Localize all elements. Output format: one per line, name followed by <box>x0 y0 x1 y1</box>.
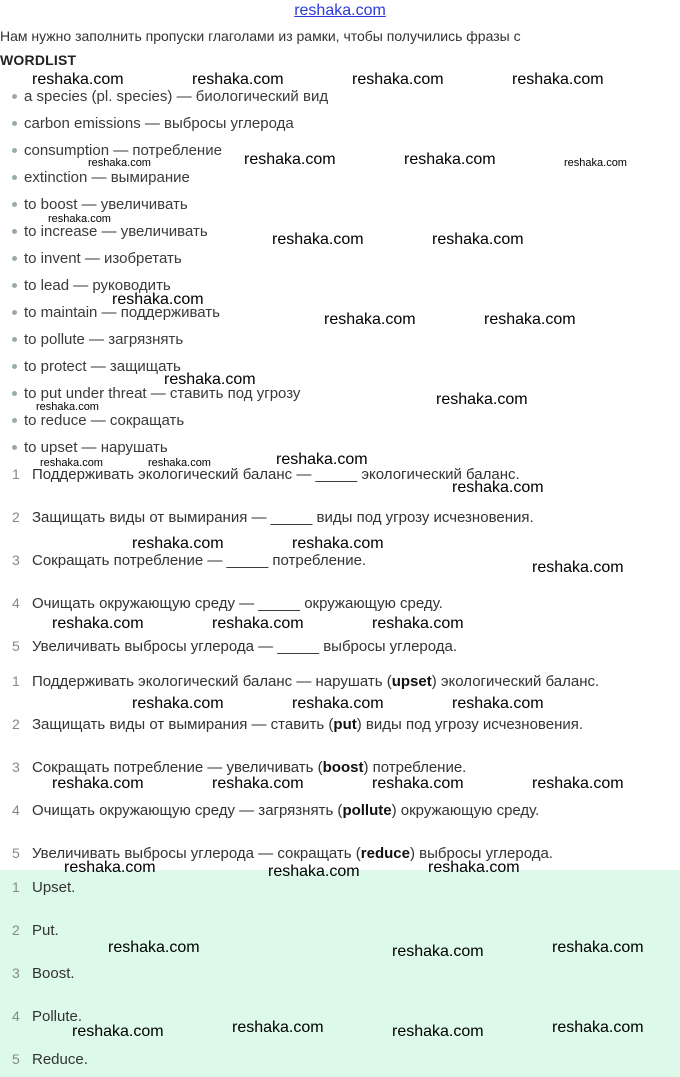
wordlist-item: extinction — вымирание <box>12 169 190 186</box>
bullet-icon <box>12 256 17 261</box>
bullet-icon <box>12 283 17 288</box>
bullet-icon <box>12 229 17 234</box>
wordlist-item: to maintain — поддерживать <box>12 304 220 321</box>
bullet-icon <box>12 310 17 315</box>
wordlist-item: to lead — руководить <box>12 277 171 294</box>
solution-item: 3 Сокращать потребление — увеличивать (boost) потребление. <box>12 759 467 776</box>
bullet-icon <box>12 175 17 180</box>
watermark: reshaka.com <box>148 457 211 469</box>
watermark: reshaka.com <box>324 311 416 328</box>
task-intro: Нам нужно заполнить пропуски глаголами из рамки, чтобы получились фразы с <box>0 28 521 44</box>
wordlist-item: to boost — увеличивать <box>12 196 188 213</box>
gap-item: 2 Защищать виды от вымирания — _____ виды под угрозу исчезновения. <box>12 509 534 526</box>
wordlist-item: carbon emissions — выбросы углерода <box>12 115 294 132</box>
watermark: reshaka.com <box>452 479 544 496</box>
watermark: reshaka.com <box>552 939 644 956</box>
gap-item: 5 Увеличивать выбросы углерода — _____ выбросы углерода. <box>12 638 458 655</box>
watermark: reshaka.com <box>432 231 524 248</box>
bullet-icon <box>12 337 17 342</box>
watermark: reshaka.com <box>272 231 364 248</box>
watermark: reshaka.com <box>52 775 144 792</box>
bullet-icon <box>12 94 17 99</box>
wordlist-item: to increase — увеличивать <box>12 223 208 240</box>
watermark: reshaka.com <box>404 151 496 168</box>
watermark: reshaka.com <box>392 1023 484 1040</box>
solution-item: 2 Защищать виды от вымирания — ставить (put) виды под угрозу исчезновения. <box>12 716 584 733</box>
gap-item: 4 Очищать окружающую среду — _____ окружающую среду. <box>12 595 443 612</box>
solution-item: 4 Очищать окружающую среду — загрязнять (pollute) окружающую среду. <box>12 802 540 819</box>
watermark: reshaka.com <box>372 615 464 632</box>
bullet-icon <box>12 418 17 423</box>
watermark: reshaka.com <box>268 863 360 880</box>
bullet-icon <box>12 364 17 369</box>
watermark: reshaka.com <box>64 859 156 876</box>
watermark: reshaka.com <box>132 695 224 712</box>
bullet-icon <box>12 121 17 126</box>
watermark: reshaka.com <box>212 775 304 792</box>
bullet-icon <box>12 148 17 153</box>
watermark: reshaka.com <box>352 71 444 88</box>
watermark: reshaka.com <box>244 151 336 168</box>
watermark: reshaka.com <box>276 451 368 468</box>
solution-item: 1 Поддерживать экологический баланс — нарушать (upset) экологический баланс. <box>12 673 600 690</box>
wordlist-item: to pollute — загрязнять <box>12 331 183 348</box>
bullet-icon <box>12 202 17 207</box>
watermark: reshaka.com <box>532 559 624 576</box>
site-title-link[interactable]: reshaka.com <box>294 2 386 19</box>
gap-item: 1 Поддерживать экологический баланс — _____ экологический баланс. <box>12 466 520 483</box>
watermark: reshaka.com <box>48 213 111 225</box>
watermark: reshaka.com <box>392 943 484 960</box>
watermark: reshaka.com <box>452 695 544 712</box>
watermark: reshaka.com <box>552 1019 644 1036</box>
watermark: reshaka.com <box>32 71 124 88</box>
watermark: reshaka.com <box>232 1019 324 1036</box>
watermark: reshaka.com <box>484 311 576 328</box>
watermark: reshaka.com <box>428 859 520 876</box>
answer-item: 3 Boost. <box>12 965 75 982</box>
watermark: reshaka.com <box>164 371 256 388</box>
wordlist-item: consumption — потребление <box>12 142 222 159</box>
solution-item: 5 Увеличивать выбросы углерода — сокращать (reduce) выбросы углерода. <box>12 845 553 862</box>
watermark: reshaka.com <box>192 71 284 88</box>
answer-item: 2 Put. <box>12 922 59 939</box>
wordlist-item: to invent — изобретать <box>12 250 182 267</box>
bullet-icon <box>12 445 17 450</box>
watermark: reshaka.com <box>564 157 627 169</box>
watermark: reshaka.com <box>52 615 144 632</box>
answer-item: 5 Reduce. <box>12 1051 88 1068</box>
watermark: reshaka.com <box>112 291 204 308</box>
watermark: reshaka.com <box>40 457 103 469</box>
wordlist-item: to reduce — сокращать <box>12 412 184 429</box>
watermark: reshaka.com <box>72 1023 164 1040</box>
wordlist-item: to protect — защищать <box>12 358 181 375</box>
answer-item: 1 Upset. <box>12 879 76 896</box>
watermark: reshaka.com <box>292 535 384 552</box>
watermark: reshaka.com <box>512 71 604 88</box>
watermark: reshaka.com <box>88 157 151 169</box>
bullet-icon <box>12 391 17 396</box>
watermark: reshaka.com <box>532 775 624 792</box>
answer-block <box>0 870 680 1077</box>
wordlist-item: to put under threat — ставить под угрозу <box>12 385 300 402</box>
wordlist-item: a species (pl. species) — биологический вид <box>12 88 328 105</box>
watermark: reshaka.com <box>36 401 99 413</box>
answer-item: 4 Pollute. <box>12 1008 83 1025</box>
watermark: reshaka.com <box>212 615 304 632</box>
watermark: reshaka.com <box>132 535 224 552</box>
watermark: reshaka.com <box>436 391 528 408</box>
wordlist-item: to upset — нарушать <box>12 439 168 456</box>
wordlist-heading: WORDLIST <box>0 52 77 68</box>
gap-item: 3 Сокращать потребление — _____ потребление. <box>12 552 367 569</box>
watermark: reshaka.com <box>108 939 200 956</box>
watermark: reshaka.com <box>372 775 464 792</box>
watermark: reshaka.com <box>292 695 384 712</box>
